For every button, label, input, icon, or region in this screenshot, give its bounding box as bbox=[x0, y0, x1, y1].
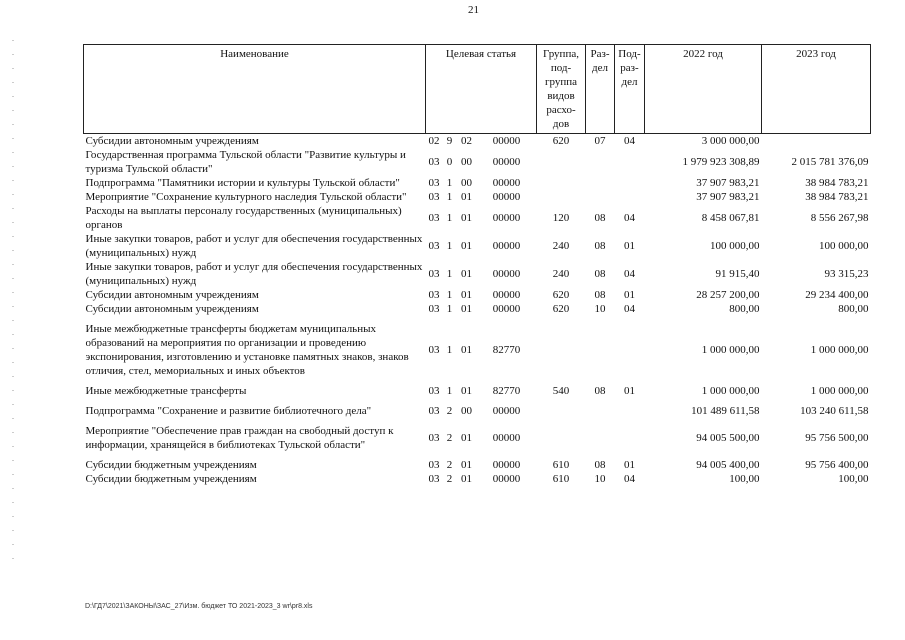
header-2022: 2022 год bbox=[645, 45, 762, 134]
target-program: 03 bbox=[428, 212, 440, 224]
row-name: Субсидии автономным учреждениям bbox=[85, 303, 259, 315]
subsection-code bbox=[615, 176, 645, 190]
amount-2023: 38 984 783,21 bbox=[805, 191, 869, 203]
subsection-code: 01 bbox=[624, 289, 635, 301]
target-code: 00000 bbox=[492, 156, 521, 168]
target-event: 00 bbox=[461, 405, 472, 417]
header-name: Наименование bbox=[84, 45, 426, 134]
target-program: 03 bbox=[428, 432, 440, 444]
table-row bbox=[84, 260, 871, 288]
amount-2022: 1 979 923 308,89 bbox=[682, 156, 760, 168]
table-row bbox=[84, 384, 871, 398]
amount-2023: 103 240 611,58 bbox=[800, 405, 869, 417]
amount-2022: 8 458 067,81 bbox=[701, 212, 760, 224]
header-section: Раз- дел bbox=[586, 45, 615, 134]
amount-2023: 8 556 267,98 bbox=[810, 212, 869, 224]
section-code bbox=[586, 190, 615, 204]
subsection-code bbox=[615, 148, 645, 176]
amount-2022: 37 907 983,21 bbox=[696, 177, 760, 189]
target-subprogram: 1 bbox=[446, 303, 453, 315]
target-event: 01 bbox=[461, 268, 472, 280]
table-row bbox=[84, 148, 871, 176]
header-subsection: Под- раз- дел bbox=[615, 45, 645, 134]
section-code: 08 bbox=[594, 240, 606, 252]
group-code bbox=[537, 424, 586, 452]
target-code: 00000 bbox=[492, 459, 521, 471]
row-name: Субсидии бюджетным учреждениям bbox=[85, 473, 257, 485]
target-program: 03 bbox=[428, 156, 440, 168]
amount-2022: 3 000 000,00 bbox=[701, 135, 760, 147]
amount-2023: 29 234 400,00 bbox=[805, 289, 869, 301]
amount-2022: 37 907 983,21 bbox=[696, 191, 760, 203]
table-row bbox=[84, 458, 871, 472]
target-code: 00000 bbox=[492, 212, 521, 224]
amount-2023: 2 015 781 376,09 bbox=[791, 156, 869, 168]
target-code: 00000 bbox=[492, 268, 521, 280]
header-group: Группа, под- группа видов расхо- дов bbox=[537, 45, 586, 134]
section-code bbox=[586, 148, 615, 176]
section-code: 08 bbox=[594, 385, 606, 397]
amount-2022: 100,00 bbox=[729, 473, 760, 485]
amount-2023: 93 315,23 bbox=[824, 268, 869, 280]
target-event: 01 bbox=[461, 473, 472, 485]
target-code: 00000 bbox=[492, 303, 521, 315]
target-event: 01 bbox=[461, 240, 472, 252]
target-event: 01 bbox=[461, 344, 472, 356]
table-body bbox=[84, 134, 871, 487]
table-row bbox=[84, 288, 871, 302]
target-code: 00000 bbox=[492, 432, 521, 444]
group-code: 610 bbox=[552, 473, 570, 485]
section-code: 08 bbox=[594, 459, 606, 471]
file-path-footer: D:\ГД7\2021\ЗАКОНЫ\ЗАС_27\Изм. бюджет ТО 2021-2023_3 wr\pr8.xls bbox=[85, 603, 313, 610]
amount-2023: 800,00 bbox=[838, 303, 869, 315]
target-event: 01 bbox=[461, 212, 472, 224]
target-program: 03 bbox=[428, 268, 440, 280]
target-subprogram: 2 bbox=[446, 473, 453, 485]
amount-2023: 100 000,00 bbox=[819, 240, 869, 252]
target-code: 00000 bbox=[492, 405, 521, 417]
group-code: 620 bbox=[552, 289, 570, 301]
amount-2022: 94 005 500,00 bbox=[696, 432, 760, 444]
target-code: 00000 bbox=[492, 289, 521, 301]
amount-2023 bbox=[762, 134, 871, 149]
table-row bbox=[84, 404, 871, 418]
target-event: 01 bbox=[461, 303, 472, 315]
section-code: 08 bbox=[594, 212, 606, 224]
row-name: Мероприятие "Сохранение культурного наследия Тульской области" bbox=[85, 191, 407, 203]
section-code bbox=[586, 404, 615, 418]
amount-2023: 1 000 000,00 bbox=[810, 344, 869, 356]
group-code bbox=[537, 176, 586, 190]
target-subprogram: 1 bbox=[446, 289, 453, 301]
table-row bbox=[84, 302, 871, 316]
subsection-code bbox=[615, 322, 645, 378]
table-row bbox=[84, 204, 871, 232]
group-code: 540 bbox=[552, 385, 570, 397]
binding-margin-marks bbox=[12, 40, 14, 560]
amount-2022: 100 000,00 bbox=[710, 240, 760, 252]
section-code: 10 bbox=[594, 303, 606, 315]
row-name: Мероприятие "Обеспечение прав граждан на свободный доступ к информации, хранящейся в библиотеках Тульской области" bbox=[85, 425, 394, 451]
target-subprogram: 1 bbox=[446, 385, 453, 397]
table-header-row bbox=[84, 45, 871, 134]
target-code: 00000 bbox=[492, 240, 521, 252]
row-name: Государственная программа Тульской области "Развитие культуры и туризма Тульской области" bbox=[85, 149, 406, 175]
table-row bbox=[84, 190, 871, 204]
header-target-article: Целевая статья bbox=[426, 45, 537, 134]
page-number: 21 bbox=[468, 4, 479, 16]
target-subprogram: 1 bbox=[446, 268, 453, 280]
target-program: 03 bbox=[428, 177, 440, 189]
target-code: 00000 bbox=[492, 135, 521, 147]
table-row bbox=[84, 322, 871, 378]
amount-2023: 100,00 bbox=[838, 473, 869, 485]
target-event: 02 bbox=[461, 135, 472, 147]
amount-2022: 28 257 200,00 bbox=[696, 289, 760, 301]
amount-2022: 800,00 bbox=[729, 303, 760, 315]
target-subprogram: 0 bbox=[446, 156, 453, 168]
header-2023: 2023 год bbox=[762, 45, 871, 134]
target-event: 01 bbox=[461, 385, 472, 397]
subsection-code: 04 bbox=[624, 135, 635, 147]
row-name: Подпрограмма "Памятники истории и культуры Тульской области" bbox=[85, 177, 400, 189]
subsection-code: 04 bbox=[624, 303, 635, 315]
target-code: 00000 bbox=[492, 191, 521, 203]
target-program: 03 bbox=[428, 459, 440, 471]
subsection-code: 01 bbox=[624, 240, 635, 252]
row-name: Расходы на выплаты персоналу государственных (муниципальных) органов bbox=[85, 205, 402, 231]
section-code bbox=[586, 176, 615, 190]
table-row bbox=[84, 424, 871, 452]
section-code: 08 bbox=[594, 289, 606, 301]
amount-2022: 94 005 400,00 bbox=[696, 459, 760, 471]
subsection-code bbox=[615, 424, 645, 452]
section-code: 10 bbox=[594, 473, 606, 485]
subsection-code: 04 bbox=[624, 268, 635, 280]
section-code: 07 bbox=[594, 135, 606, 147]
subsection-code: 01 bbox=[624, 459, 635, 471]
target-program: 03 bbox=[428, 405, 440, 417]
target-event: 01 bbox=[461, 191, 472, 203]
target-event: 01 bbox=[461, 432, 472, 444]
table-row bbox=[84, 232, 871, 260]
group-code: 240 bbox=[552, 268, 570, 280]
subsection-code: 04 bbox=[624, 212, 635, 224]
target-subprogram: 1 bbox=[446, 212, 453, 224]
amount-2023: 1 000 000,00 bbox=[810, 385, 869, 397]
target-code: 00000 bbox=[492, 177, 521, 189]
target-subprogram: 2 bbox=[446, 459, 453, 471]
target-subprogram: 1 bbox=[446, 191, 453, 203]
budget-table bbox=[83, 44, 871, 486]
target-event: 00 bbox=[461, 156, 472, 168]
group-code bbox=[537, 190, 586, 204]
target-code: 00000 bbox=[492, 473, 521, 485]
subsection-code: 01 bbox=[624, 385, 635, 397]
amount-2022: 101 489 611,58 bbox=[691, 405, 760, 417]
subsection-code: 04 bbox=[624, 473, 635, 485]
row-name: Иные закупки товаров, работ и услуг для обеспечения государственных (муниципальных) нужд bbox=[85, 233, 423, 259]
row-name: Подпрограмма "Сохранение и развитие библиотечного дела" bbox=[85, 405, 372, 417]
target-program: 03 bbox=[428, 191, 440, 203]
target-program: 03 bbox=[428, 240, 440, 252]
row-name: Субсидии бюджетным учреждениям bbox=[85, 459, 257, 471]
row-name: Субсидии автономным учреждениям bbox=[85, 289, 259, 301]
row-name: Иные закупки товаров, работ и услуг для обеспечения государственных (муниципальных) нужд bbox=[85, 261, 423, 287]
section-code bbox=[586, 424, 615, 452]
group-code bbox=[537, 404, 586, 418]
group-code bbox=[537, 322, 586, 378]
group-code: 120 bbox=[552, 212, 570, 224]
amount-2023: 38 984 783,21 bbox=[805, 177, 869, 189]
subsection-code bbox=[615, 190, 645, 204]
amount-2022: 1 000 000,00 bbox=[701, 385, 760, 397]
target-subprogram: 2 bbox=[446, 432, 453, 444]
target-code: 82770 bbox=[492, 344, 521, 356]
group-code: 610 bbox=[552, 459, 570, 471]
target-event: 01 bbox=[461, 289, 472, 301]
section-code bbox=[586, 322, 615, 378]
group-code: 240 bbox=[552, 240, 570, 252]
target-program: 03 bbox=[428, 289, 440, 301]
target-subprogram: 1 bbox=[446, 344, 453, 356]
amount-2023: 95 756 400,00 bbox=[805, 459, 869, 471]
target-subprogram: 9 bbox=[446, 135, 453, 147]
target-program: 03 bbox=[428, 473, 440, 485]
target-subprogram: 1 bbox=[446, 177, 453, 189]
target-program: 03 bbox=[428, 385, 440, 397]
table-row bbox=[84, 176, 871, 190]
target-subprogram: 2 bbox=[446, 405, 453, 417]
amount-2022: 1 000 000,00 bbox=[701, 344, 760, 356]
target-program: 02 bbox=[428, 135, 440, 147]
row-name: Иные межбюджетные трансферты бюджетам муниципальных образований на мероприятия по организации и проведению экспонирования, изготовлению и установке памятных знаков, знаков отличия, стел, мемориальных и иных объектов bbox=[85, 323, 409, 377]
group-code bbox=[537, 148, 586, 176]
section-code: 08 bbox=[594, 268, 606, 280]
subsection-code bbox=[615, 404, 645, 418]
group-code: 620 bbox=[552, 303, 570, 315]
target-event: 01 bbox=[461, 459, 472, 471]
row-name: Иные межбюджетные трансферты bbox=[85, 385, 247, 397]
group-code: 620 bbox=[552, 135, 570, 147]
amount-2022: 91 915,40 bbox=[715, 268, 760, 280]
target-program: 03 bbox=[428, 303, 440, 315]
table-row bbox=[84, 134, 871, 149]
target-subprogram: 1 bbox=[446, 240, 453, 252]
table-row bbox=[84, 472, 871, 486]
row-name: Субсидии автономным учреждениям bbox=[85, 135, 259, 147]
amount-2023: 95 756 500,00 bbox=[805, 432, 869, 444]
target-event: 00 bbox=[461, 177, 472, 189]
target-code: 82770 bbox=[492, 385, 521, 397]
target-program: 03 bbox=[428, 344, 440, 356]
